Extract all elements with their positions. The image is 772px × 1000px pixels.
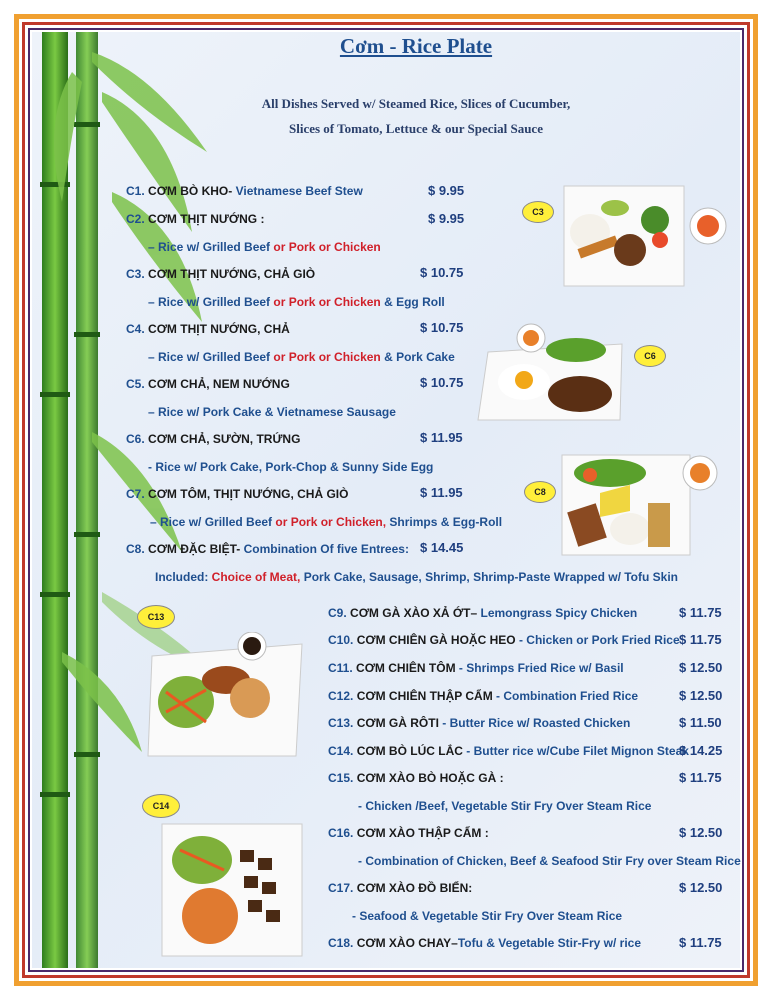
photo-c3	[560, 180, 730, 290]
price-c9: $ 11.75	[679, 605, 722, 620]
price-c11: $ 12.50	[679, 660, 723, 675]
desc-c17: - Seafood & Vegetable Stir Fry Over Steam Rice	[352, 909, 623, 923]
menu-item-c2: C2. CƠM THỊT NƯỚNG :	[126, 212, 265, 226]
price-c16: $ 12.50	[679, 825, 723, 840]
photo-c6	[476, 322, 626, 424]
price-c15: $ 11.75	[679, 770, 722, 785]
menu-item-c16: C16. CƠM XÀO THẬP CẨM :	[328, 826, 489, 840]
tag-c13: C13	[137, 605, 175, 629]
price-c2: $ 9.95	[428, 211, 465, 226]
menu-item-c17: C17. CƠM XÀO ĐỒ BIỂN:	[328, 881, 473, 895]
menu-item-c10: C10. CƠM CHIÊN GÀ HOẶC HEO - Chicken or Pork Fried Rice	[328, 633, 680, 647]
subtitle-line-1: All Dishes Served w/ Steamed Rice, Slices of Cucumber,	[261, 96, 571, 111]
menu-item-c9: C9. CƠM GÀ XÀO XẢ ỚT– Lemongrass Spicy Chicken	[328, 606, 638, 620]
tag-c14: C14	[142, 794, 180, 818]
price-c12: $ 12.50	[679, 688, 723, 703]
menu-item-c3: C3. CƠM THỊT NƯỚNG, CHẢ GIÒ	[126, 267, 316, 281]
price-c18: $ 11.75	[679, 935, 722, 950]
price-c14: $ 14.25	[679, 743, 723, 758]
menu-item-c4: C4. CƠM THỊT NƯỚNG, CHẢ	[126, 322, 290, 336]
desc-c4: – Rice w/ Grilled Beef or Pork or Chicken & Pork Cake	[148, 350, 455, 364]
tag-c6: C6	[634, 345, 666, 367]
menu-item-c18: C18. CƠM XÀO CHAY–Tofu & Vegetable Stir-Fry w/ rice	[328, 936, 641, 950]
desc-c2: – Rice w/ Grilled Beef or Pork or Chicken	[148, 240, 381, 254]
menu-item-c6: C6. CƠM CHẢ, SƯỜN, TRỨNG	[126, 432, 301, 446]
price-c3: $ 10.75	[420, 265, 464, 280]
tag-c3: C3	[522, 201, 554, 223]
price-c1: $ 9.95	[428, 183, 465, 198]
price-c17: $ 12.50	[679, 880, 723, 895]
menu-item-c7: C7. CƠM TÔM, THỊT NƯỚNG, CHẢ GIÒ	[126, 487, 349, 501]
page-title: Cơm - Rice Plate	[339, 34, 493, 58]
price-c8: $ 14.45	[420, 540, 464, 555]
menu-item-c11: C11. CƠM CHIÊN TÔM - Shrimps Fried Rice w/ Basil	[328, 661, 624, 675]
menu-item-c14: C14. CƠM BÒ LÚC LẮC - Butter rice w/Cube Filet Mignon Steak	[328, 744, 689, 758]
desc-c7: – Rice w/ Grilled Beef or Pork or Chicken, Shrimps & Egg-Roll	[150, 515, 503, 529]
photo-c13	[146, 632, 306, 760]
price-c4: $ 10.75	[420, 320, 464, 335]
desc-c5: – Rice w/ Pork Cake & Vietnamese Sausage	[148, 405, 396, 419]
desc-c3: – Rice w/ Grilled Beef or Pork or Chicken & Egg Roll	[148, 295, 445, 309]
price-c5: $ 10.75	[420, 375, 464, 390]
menu-item-c5: C5. CƠM CHẢ, NEM NƯỚNG	[126, 377, 290, 391]
photo-c14	[160, 820, 304, 958]
menu-item-c15: C15. CƠM XÀO BÒ HOẶC GÀ :	[328, 771, 504, 785]
photo-c8	[560, 445, 725, 557]
desc-c16: - Combination of Chicken, Beef & Seafood Stir Fry over Steam Rice	[358, 854, 741, 868]
desc-c15: - Chicken /Beef, Vegetable Stir Fry Over Steam Rice	[358, 799, 652, 813]
price-c13: $ 11.50	[679, 715, 722, 730]
tag-c8: C8	[524, 481, 556, 503]
menu-item-c12: C12. CƠM CHIÊN THẬP CẨM - Combination Fried Rice	[328, 689, 639, 703]
subtitle-line-2: Slices of Tomato, Lettuce & our Special Sauce	[289, 121, 543, 136]
menu-item-c8: C8. CƠM ĐẶC BIỆT- Combination Of five Entrees:	[126, 542, 409, 556]
price-c6: $ 11.95	[420, 430, 463, 445]
included-note: Included: Choice of Meat, Pork Cake, Sausage, Shrimp, Shrimp-Paste Wrapped w/ Tofu Skin	[155, 570, 679, 584]
desc-c6: - Rice w/ Pork Cake, Pork-Chop & Sunny Side Egg	[148, 460, 434, 474]
menu-item-c1: C1. CƠM BÒ KHO- Vietnamese Beef Stew	[126, 184, 363, 198]
menu-item-c13: C13. CƠM GÀ RÔTI - Butter Rice w/ Roasted Chicken	[328, 716, 631, 730]
price-c7: $ 11.95	[420, 485, 463, 500]
price-c10: $ 11.75	[679, 632, 722, 647]
